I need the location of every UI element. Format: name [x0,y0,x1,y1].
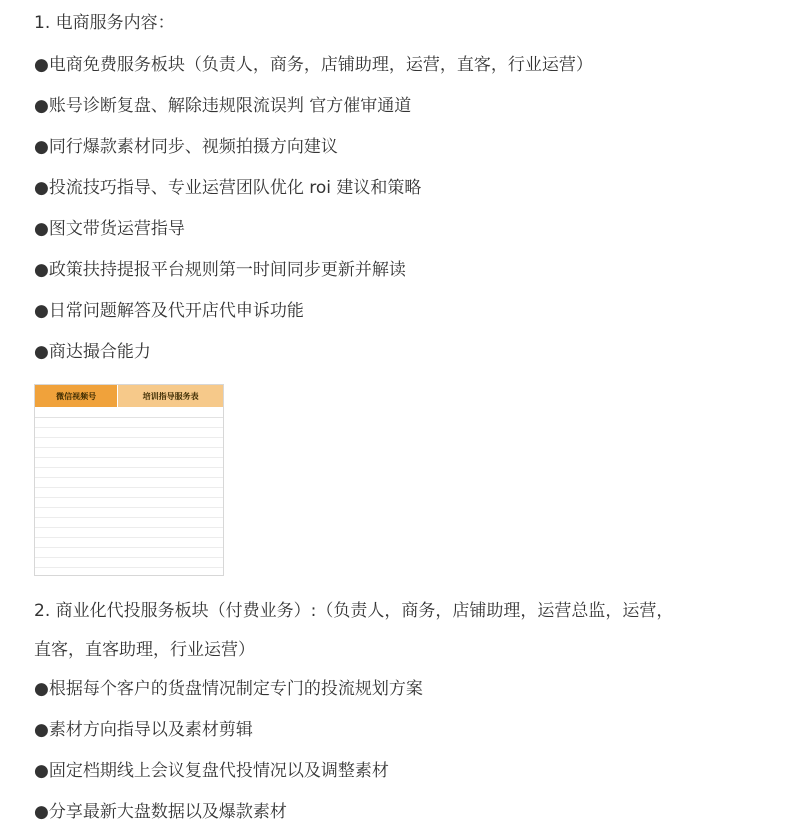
table-row [35,498,223,508]
table-row [35,468,223,478]
table-row [35,428,223,438]
section-2-bullet-3: ●固定档期线上会议复盘代投情况以及调整素材 [34,761,389,781]
table-row [35,418,223,428]
section-2-title-line-1: 2. 商业化代投服务板块（付费业务）:（负责人，商务，店铺助理，运营总监，运营， [34,601,674,621]
section-2-bullet-4: ●分享最新大盘数据以及爆款素材 [34,802,287,822]
table-row [35,458,223,468]
service-table-subheader [35,407,223,418]
service-table-header-left: 微信视频号 [35,385,118,407]
table-row [35,528,223,538]
table-row [35,538,223,548]
section-1-bullet-2: ●账号诊断复盘、解除违规限流误判 官方催审通道 [34,96,412,116]
table-row [35,568,223,576]
section-1-bullet-3: ●同行爆款素材同步、视频拍摄方向建议 [34,137,338,157]
table-row [35,488,223,498]
section-1-bullet-1: ●电商免费服务板块（负责人，商务，店铺助理，运营，直客，行业运营） [34,55,593,75]
section-1-bullet-5: ●图文带货运营指导 [34,219,185,239]
section-1-bullet-8: ●商达撮合能力 [34,342,151,362]
section-1-title: 1. 电商服务内容： [34,13,175,33]
section-2-bullet-1: ●根据每个客户的货盘情况制定专门的投流规划方案 [34,679,423,699]
service-table-header [35,385,223,407]
table-row [35,508,223,518]
table-row [35,478,223,488]
section-1-bullet-4: ●投流技巧指导、专业运营团队优化 roi 建议和策略 [34,178,422,198]
table-row [35,548,223,558]
table-subheader-cell [159,407,223,417]
table-row [35,558,223,568]
table-subheader-cell [84,407,159,417]
service-table-header-right: 培训指导服务表 [118,385,223,407]
section-1-bullet-7: ●日常问题解答及代开店代申诉功能 [34,301,304,321]
table-row [35,448,223,458]
section-1-bullet-6: ●政策扶持提报平台规则第一时间同步更新并解读 [34,260,406,280]
table-subheader-cell [35,407,84,417]
section-2-title-line-2: 直客，直客助理，行业运营） [34,640,255,660]
table-row [35,438,223,448]
table-row [35,518,223,528]
service-table-image [34,384,224,576]
section-2-bullet-2: ●素材方向指导以及素材剪辑 [34,720,253,740]
